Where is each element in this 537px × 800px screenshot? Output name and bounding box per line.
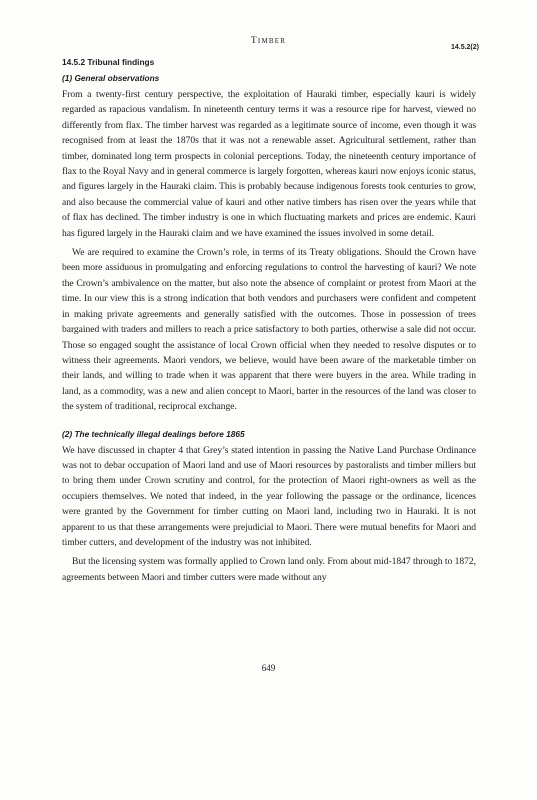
- subsection-heading: (1) General observations: [62, 73, 160, 83]
- subsection-illegal-dealings: [62, 429, 476, 586]
- paragraph: We have discussed in chapter 4 that Grey’s stated intention in passing the Native Land Purchase Ordinance was not to debar occupation of Maori land and use of Maori resources by pastoralists and timber millers but to bring them under Crown scrutiny and control, for the protection of Maori right-owners as well as the occupiers themselves. We noted that indeed, in the year following the passage or the ordinance, licences were granted by the Government for timber cutting on Maori land, including two in Hauraki. It is not apparent to us that these arrangements were prejudicial to Maori. There were mutual benefits for Maori and timber cutters, and development of the industry was not inhibited.: [62, 444, 476, 548]
- paragraph: We are required to examine the Crown’s role, in terms of its Treaty obligations. Should the Crown have been more assiduous in promulgating and enforcing regulations to control the harvesting of kauri? We note the Crown’s ambivalence on the matter, but also note the absence of complaint or protest from Maori at the time. In our view this is a strong indication that both vendors and purchasers were confident and competent in making private agreements and generally satisfied with the outcomes. Those in possession of trees bargained with traders and millers to reach a price satisfactory to both parties, otherwise a sale did not occur. Those so engaged sought the assistance of local Crown official when they needed to resolve disputes or to witness their agreements. Maori vendors, we believe, would have been aware of the marketable timber on their lands, and willing to trade when it was apparent that there were buyers in the area. While trading in land, as a commodity, was a new and alien concept to Maori, barter in the resources of the land was closer to the system of traditional, reciprocal exchange.: [62, 247, 476, 413]
- running-head: Timber: [250, 36, 287, 46]
- section-reference: 14.5.2(2): [450, 44, 479, 51]
- page-number: 649: [261, 663, 276, 673]
- paragraph: But the licensing system was formally applied to Crown land only. From about mid-1847 through to 1872, agreements between Maori and timber cutters were made without any: [62, 556, 476, 583]
- paragraph: From a twenty-first century perspective, the exploitation of Hauraki timber, especially kauri is widely regarded as rapacious vandalism. In nineteenth century terms it was a resource ripe for harvest, viewed no differently from flax. The timber harvest was regarded as a legitimate source of income, even though it was recognised from at least the 1870s that it was not a renewable asset. Agricultural settlement, rather than timber, dominated long term prospects in colonial perceptions. Today, the nineteenth century importance of flax to the Royal Navy and in general commerce is largely forgotten, whereas kauri now enjoys iconic status, and figures largely in the Hauraki claim. This is probably because indigenous forests took centuries to grow, and also because the commercial value of kauri and other native timbers has risen over the years while that of flax has declined. The timber industry is one in which fluctuating markets and prices are endemic. Kauri has figured largely in the Hauraki claim and we have examined the issues involved in some detail.: [62, 89, 476, 239]
- subsection-heading: (2) The technically illegal dealings before 1865: [62, 428, 245, 439]
- subsection-general-observations: [62, 73, 476, 415]
- page-body: [62, 57, 476, 585]
- section-heading: 14.5.2 Tribunal findings: [62, 57, 155, 67]
